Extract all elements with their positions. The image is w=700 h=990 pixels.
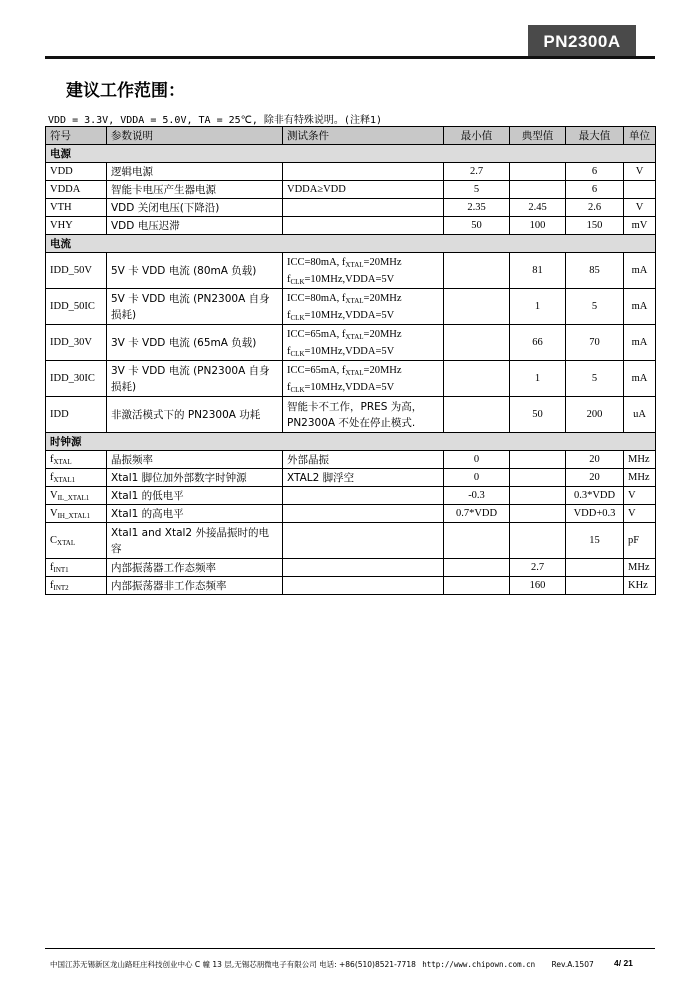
cell-condition <box>283 505 444 523</box>
col-header-description: 参数说明 <box>107 127 283 145</box>
table-row <box>46 577 656 595</box>
cell-description: Xtal1 脚位加外部数字时钟源 <box>107 469 283 487</box>
table-row <box>46 163 656 181</box>
cell-description: Xtal1 的高电平 <box>107 505 283 523</box>
section-title: 建议工作范围： <box>66 81 185 101</box>
cell-min <box>444 361 510 397</box>
footer <box>50 959 594 970</box>
group-label: 电流 <box>46 235 656 253</box>
cell-unit: uA <box>624 397 656 433</box>
cell-min <box>444 559 510 577</box>
cell-min: 50 <box>444 217 510 235</box>
cell-typ <box>510 469 566 487</box>
table-row <box>46 451 656 469</box>
cell-min <box>444 397 510 433</box>
cell-typ: 100 <box>510 217 566 235</box>
cell-max: 200 <box>566 397 624 433</box>
table-row <box>46 505 656 523</box>
footer-address: 中国江苏无锡新区龙山路旺庄科技创业中心 C 幢 13 层,无锡芯朋微电子有限公司 电话: +86(510)8521-7718 <box>50 960 416 969</box>
cell-symbol: VTH <box>46 199 107 217</box>
col-header-min: 最小值 <box>444 127 510 145</box>
cell-symbol: IDD_50V <box>46 253 107 289</box>
cell-description: 3V 卡 VDD 电流 (PN2300A 自身损耗) <box>107 361 283 397</box>
cell-description: Xtal1 and Xtal2 外接晶振时的电容 <box>107 523 283 559</box>
cell-condition: 智能卡不工作，PRES 为高，PN2300A 不处在停止模式. <box>283 397 444 433</box>
cell-description: 非激活模式下的 PN2300A 功耗 <box>107 397 283 433</box>
cell-description: 5V 卡 VDD 电流 (PN2300A 自身损耗) <box>107 289 283 325</box>
cell-typ: 2.45 <box>510 199 566 217</box>
cell-min <box>444 523 510 559</box>
cell-typ: 50 <box>510 397 566 433</box>
table-row <box>46 253 656 289</box>
table-row <box>46 397 656 433</box>
header-rule <box>45 56 655 59</box>
group-row-power <box>46 145 656 163</box>
cell-condition <box>283 217 444 235</box>
cell-description: 晶振频率 <box>107 451 283 469</box>
cell-symbol: $C_{XTAL}$ <box>46 523 107 559</box>
cell-unit: mA <box>624 361 656 397</box>
cell-description: 3V 卡 VDD 电流 (65mA 负载) <box>107 325 283 361</box>
cell-unit <box>624 181 656 199</box>
cell-typ <box>510 487 566 505</box>
cell-symbol: IDD_30IC <box>46 361 107 397</box>
cell-condition: ICC=80mA, $f_{XTAL}=20MHz$ $f_{CLK}=10MHz,VDDA=5V$ <box>283 253 444 289</box>
group-row-clock <box>46 433 656 451</box>
cell-symbol: VDDA <box>46 181 107 199</box>
table-row <box>46 523 656 559</box>
table-row <box>46 487 656 505</box>
cell-description: 内部振荡器非工作态频率 <box>107 577 283 595</box>
cell-description: 智能卡电压产生器电源 <box>107 181 283 199</box>
cell-max: 5 <box>566 289 624 325</box>
cell-description: 逻辑电源 <box>107 163 283 181</box>
cell-symbol: $V_{IH\_XTAL1}$ <box>46 505 107 523</box>
cell-min <box>444 253 510 289</box>
cell-condition <box>283 577 444 595</box>
part-number-badge: PN2300A <box>528 25 636 59</box>
cell-typ <box>510 505 566 523</box>
cell-symbol: VHY <box>46 217 107 235</box>
operating-range-table <box>45 126 656 595</box>
cell-max: 20 <box>566 469 624 487</box>
cell-description: VDD 关闭电压(下降沿) <box>107 199 283 217</box>
cell-max: 20 <box>566 451 624 469</box>
table-header-row <box>46 127 656 145</box>
cell-max: 6 <box>566 163 624 181</box>
table-row <box>46 361 656 397</box>
cell-max: 0.3*VDD <box>566 487 624 505</box>
cell-typ: 2.7 <box>510 559 566 577</box>
cell-min: 5 <box>444 181 510 199</box>
cell-unit: V <box>624 505 656 523</box>
cell-typ <box>510 451 566 469</box>
cell-typ: 1 <box>510 289 566 325</box>
cell-unit: V <box>624 163 656 181</box>
cell-description: Xtal1 的低电平 <box>107 487 283 505</box>
cell-max: 70 <box>566 325 624 361</box>
cell-unit: KHz <box>624 577 656 595</box>
cell-max: 2.6 <box>566 199 624 217</box>
cell-symbol: $f_{XTAL}$ <box>46 451 107 469</box>
cell-min <box>444 577 510 595</box>
col-header-unit: 单位 <box>624 127 656 145</box>
cell-min: 2.35 <box>444 199 510 217</box>
cell-unit: mA <box>624 253 656 289</box>
cell-typ <box>510 163 566 181</box>
conditions-note: VDD = 3.3V, VDDA = 5.0V, TA = 25℃, 除非有特殊说明。(注释1) <box>48 115 382 126</box>
cell-symbol: IDD <box>46 397 107 433</box>
table-row <box>46 325 656 361</box>
cell-min <box>444 289 510 325</box>
cell-condition <box>283 487 444 505</box>
cell-typ: 160 <box>510 577 566 595</box>
cell-description: 5V 卡 VDD 电流 (80mA 负载) <box>107 253 283 289</box>
cell-condition <box>283 199 444 217</box>
cell-typ <box>510 523 566 559</box>
cell-symbol: IDD_30V <box>46 325 107 361</box>
footer-rule <box>45 948 655 949</box>
cell-min: 0 <box>444 451 510 469</box>
cell-condition: ICC=65mA, $f_{XTAL}=20MHz$ $f_{CLK}=10MHz,VDDA=5V$ <box>283 325 444 361</box>
col-header-symbol: 符号 <box>46 127 107 145</box>
cell-max: 15 <box>566 523 624 559</box>
table-row <box>46 181 656 199</box>
cell-unit: MHz <box>624 469 656 487</box>
cell-condition <box>283 523 444 559</box>
cell-max: 150 <box>566 217 624 235</box>
cell-condition: XTAL2 脚浮空 <box>283 469 444 487</box>
cell-typ: 1 <box>510 361 566 397</box>
cell-min <box>444 325 510 361</box>
cell-typ: 81 <box>510 253 566 289</box>
cell-symbol: IDD_50IC <box>46 289 107 325</box>
table-row <box>46 469 656 487</box>
cell-symbol: $V_{IL\_XTAL1}$ <box>46 487 107 505</box>
cell-condition: ICC=65mA, $f_{XTAL}=20MHz$ $f_{CLK}=10MHz,VDDA=5V$ <box>283 361 444 397</box>
cell-max: 6 <box>566 181 624 199</box>
cell-max <box>566 559 624 577</box>
col-header-typ: 典型值 <box>510 127 566 145</box>
cell-unit: mV <box>624 217 656 235</box>
footer-url-link[interactable]: http://www.chipown.com.cn <box>422 960 536 969</box>
cell-description: 内部振荡器工作态频率 <box>107 559 283 577</box>
cell-min: 0 <box>444 469 510 487</box>
cell-min: 2.7 <box>444 163 510 181</box>
footer-revision: Rev.A.1507 <box>551 960 594 969</box>
cell-min: -0.3 <box>444 487 510 505</box>
page-number: 4/ 21 <box>614 958 633 968</box>
cell-condition <box>283 163 444 181</box>
cell-max <box>566 577 624 595</box>
col-header-condition: 测试条件 <box>283 127 444 145</box>
cell-condition: 外部晶振 <box>283 451 444 469</box>
cell-max: 5 <box>566 361 624 397</box>
cell-max: 85 <box>566 253 624 289</box>
cell-condition <box>283 559 444 577</box>
col-header-max: 最大值 <box>566 127 624 145</box>
table-row <box>46 559 656 577</box>
table-row <box>46 217 656 235</box>
cell-symbol: $f_{INT1}$ <box>46 559 107 577</box>
cell-symbol: $f_{XTAL1}$ <box>46 469 107 487</box>
cell-unit: pF <box>624 523 656 559</box>
cell-unit: mA <box>624 289 656 325</box>
cell-unit: MHz <box>624 451 656 469</box>
cell-condition: ICC=80mA, $f_{XTAL}=20MHz$ $f_{CLK}=10MHz,VDDA=5V$ <box>283 289 444 325</box>
cell-typ <box>510 181 566 199</box>
cell-unit: V <box>624 487 656 505</box>
table-row <box>46 289 656 325</box>
group-row-current <box>46 235 656 253</box>
cell-unit: mA <box>624 325 656 361</box>
cell-description: VDD 电压迟滞 <box>107 217 283 235</box>
cell-symbol: VDD <box>46 163 107 181</box>
cell-unit: MHz <box>624 559 656 577</box>
cell-condition: VDDA≥VDD <box>283 181 444 199</box>
cell-symbol: $f_{INT2}$ <box>46 577 107 595</box>
cell-max: VDD+0.3 <box>566 505 624 523</box>
cell-unit: V <box>624 199 656 217</box>
group-label: 时钟源 <box>46 433 656 451</box>
table-row <box>46 199 656 217</box>
cell-typ: 66 <box>510 325 566 361</box>
group-label: 电源 <box>46 145 656 163</box>
cell-min: 0.7*VDD <box>444 505 510 523</box>
